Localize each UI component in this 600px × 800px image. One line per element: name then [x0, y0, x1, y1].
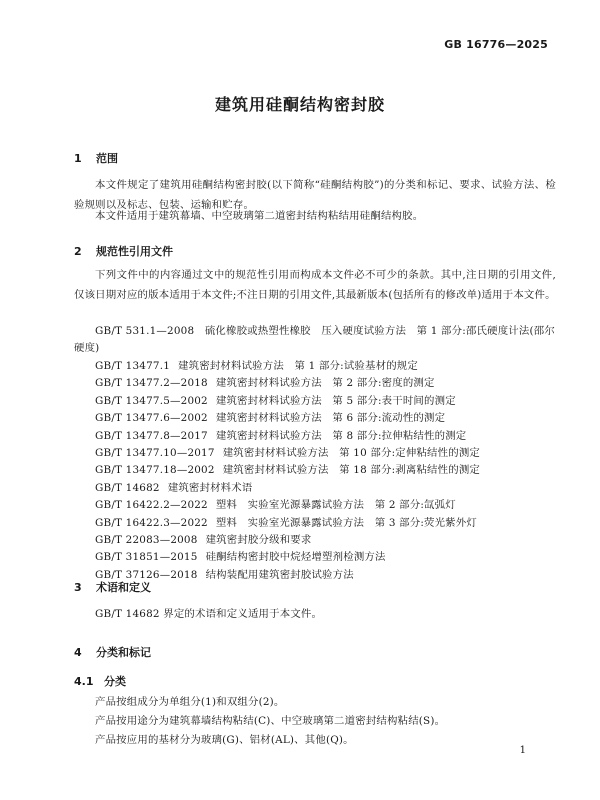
section-title: 分类和标记 — [96, 646, 151, 659]
section-1-paragraph-2: 本文件适用于建筑幕墙、中空玻璃第二道密封结构粘结用硅酮结构胶。 — [95, 210, 424, 222]
classification-line: 产品按用途分为建筑幕墙结构粘结(C)、中空玻璃第二道密封结构粘结(S)。 — [95, 715, 446, 727]
reference-code: GB/T 14682 — [95, 481, 160, 494]
section-1-paragraph-1: 本文件规定了建筑用硅酮结构密封胶(以下简称“硅酮结构胶”)的分类和标记、要求、试验方法、检验规则以及标志、包装、运输和贮存。 — [74, 179, 556, 211]
reference-title: 建筑密封材料试验方法 第 8 部分:拉伸粘结性的测定 — [215, 429, 467, 442]
classification-line: 产品按应用的基材分为玻璃(G)、铝材(AL)、其他(Q)。 — [95, 734, 354, 746]
section-number: 1 — [74, 152, 82, 165]
reference-item — [95, 515, 477, 532]
document-title: 建筑用硅酮结构密封胶 — [214, 95, 385, 114]
subsection-4-1-heading — [74, 673, 126, 689]
reference-code: GB/T 16422.2—2022 — [95, 499, 208, 512]
reference-item — [95, 532, 311, 549]
reference-title: 建筑密封材料术语 — [167, 481, 253, 494]
section-1-heading — [74, 150, 118, 166]
section-number: 4 — [74, 646, 82, 659]
reference-item — [95, 497, 456, 514]
reference-item — [95, 445, 480, 462]
reference-code: GB/T 37126—2018 — [95, 568, 198, 581]
reference-code: GB/T 16422.3—2022 — [95, 516, 208, 529]
reference-code: GB/T 13477.8—2017 — [95, 429, 208, 442]
reference-item-wrapped: GB/T 531.1—2008 硫化橡胶或热塑性橡胶 压入硬度试验方法 第 1 部分:邵氏硬度计法(邵尔硬度) — [74, 325, 555, 354]
subsection-number: 4.1 — [74, 675, 94, 688]
section-number: 2 — [74, 245, 82, 258]
reference-code: GB/T 13477.18—2002 — [95, 464, 215, 477]
section-title: 规范性引用文件 — [96, 245, 173, 258]
reference-code: GB/T 13477.6—2002 — [95, 412, 208, 425]
reference-item — [95, 462, 480, 479]
subsection-title: 分类 — [104, 675, 126, 688]
reference-item — [95, 358, 418, 375]
section-3-heading — [74, 579, 151, 595]
reference-code: GB/T 13477.5—2002 — [95, 394, 208, 407]
reference-title: 塑料 实验室光源暴露试验方法 第 2 部分:氙弧灯 — [215, 499, 456, 512]
reference-title: 建筑密封材料试验方法 第 5 部分:表干时间的测定 — [215, 394, 456, 407]
reference-item — [95, 428, 466, 445]
reference-title: 建筑密封材料试验方法 第 1 部分:试验基材的规定 — [178, 360, 418, 372]
reference-code: GB/T 31851—2015 — [95, 551, 198, 564]
classification-line: 产品按组成分为单组分(1)和双组分(2)。 — [95, 696, 285, 708]
section-title: 范围 — [96, 152, 118, 165]
reference-code: GB/T 13477.1 — [95, 360, 171, 372]
standard-code: GB 16776—2025 — [444, 38, 548, 51]
reference-code: GB/T 13477.10—2017 — [95, 447, 215, 459]
section-number: 3 — [74, 581, 82, 594]
section-4-heading — [74, 644, 151, 660]
reference-code: GB/T 22083—2008 — [95, 534, 198, 546]
reference-title: 硅酮结构密封胶中烷烃增塑剂检测方法 — [205, 551, 386, 564]
page-number: 1 — [519, 745, 526, 756]
reference-title: 建筑密封材料试验方法 第 18 部分:剥离粘结性的测定 — [222, 464, 481, 477]
reference-item — [95, 480, 252, 497]
reference-title: 建筑密封胶分级和要求 — [205, 534, 312, 546]
section-title: 术语和定义 — [96, 581, 151, 594]
reference-title: 建筑密封材料试验方法 第 6 部分:流动性的测定 — [215, 412, 446, 425]
reference-title: 塑料 实验室光源暴露试验方法 第 3 部分:荧光紫外灯 — [215, 516, 477, 529]
section-3-text: GB/T 14682 界定的术语和定义适用于本文件。 — [95, 608, 323, 620]
reference-item — [95, 410, 445, 427]
reference-item — [95, 375, 435, 392]
reference-item — [95, 549, 386, 566]
reference-title: 建筑密封材料试验方法 第 10 部分:定伸粘结性的测定 — [222, 447, 481, 459]
reference-title: 结构装配用建筑密封胶试验方法 — [205, 568, 354, 581]
reference-code: GB/T 13477.2—2018 — [95, 377, 208, 390]
section-2-heading — [74, 243, 173, 259]
reference-title: 建筑密封材料试验方法 第 2 部分:密度的测定 — [215, 377, 435, 390]
reference-item — [95, 393, 456, 410]
section-2-intro: 下列文件中的内容通过文中的规范性引用而构成本文件必不可少的条款。其中,注日期的引用文件,仅该日期对应的版本适用于本文件;不注日期的引用文件,其最新版本(包括所有的修改单)适用于本文件。 — [74, 269, 556, 301]
